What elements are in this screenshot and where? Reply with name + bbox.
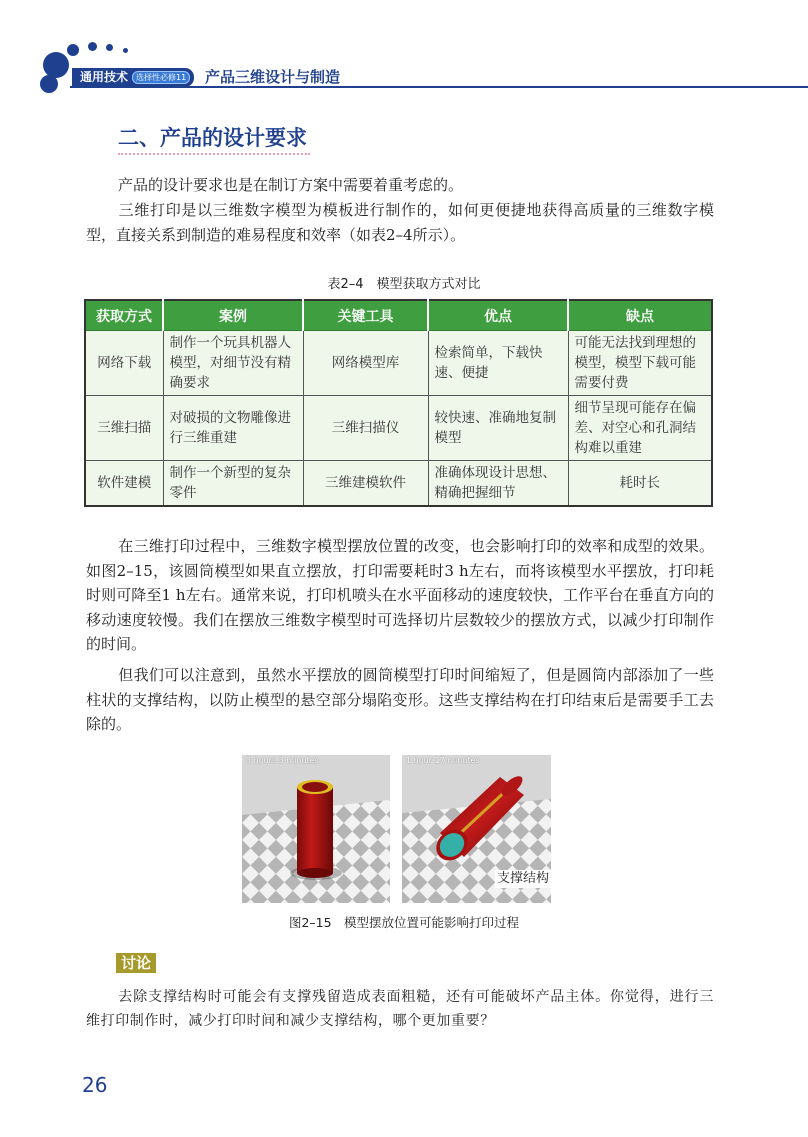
figure-caption: 图2–15 模型摆放位置可能影响打印过程 — [288, 915, 520, 930]
table-cell: 较快速、准确地复制模型 — [428, 396, 568, 461]
paragraph-4-text: 但我们可以注意到，虽然水平摆放的圆筒模型打印时间缩短了，但是圆筒内部添加了一些柱状的支撑结构，以防止模型的悬空部分塌陷变形。这些支撑结构在打印结束后是需要手工去除的。 — [86, 666, 714, 733]
table-header-cell: 获取方式 — [85, 300, 163, 331]
table-caption: 表2–4 模型获取方式对比 — [327, 277, 481, 292]
header-book-pill — [72, 68, 194, 87]
table-row — [85, 331, 712, 396]
discussion-text-block — [86, 985, 714, 1033]
table-header-row — [85, 300, 712, 331]
paragraph-2-text: 三维打印是以三维数字模型为模板进行制作的，如何更便捷地获得高质量的三维数字模型，直接关系到制造的难易程度和效率（如表2–4所示）。 — [86, 201, 714, 244]
table-cell: 制作一个玩具机器人模型，对细节没有精确要求 — [163, 331, 303, 396]
table-cell: 准确体现设计思想、精确把握细节 — [428, 461, 568, 507]
table-cell: 网络模型库 — [303, 331, 428, 396]
support-structure-label: 支撑结构 — [497, 871, 550, 886]
paragraph-3-text: 在三维打印过程中，三维数字模型摆放位置的改变，也会影响打印的效率和成型的效果。如图2–15，该圆筒模型如果直立摆放，打印需要耗时3 h左右，而将该模型水平摆放，打印耗时则可降至1 h左右。通常来说，打印机喷头在水平面移动的速度较快，工作平台在垂直方向的移动速度较慢。我们在摆放三维数字模型时可选择切片层数较少的摆放方式，以减少打印制作的时间。 — [86, 537, 714, 653]
checkerboard-vertical-image — [242, 755, 390, 903]
table-cell: 软件建模 — [85, 461, 163, 507]
table-cell: 检索简单，下载快速、便捷 — [428, 331, 568, 396]
table-cell: 对破损的文物雕像进行三维重建 — [163, 396, 303, 461]
paragraph-4 — [86, 663, 714, 737]
header-dot-4 — [88, 42, 97, 51]
figure-left-panel — [242, 755, 390, 903]
paragraph-1-text: 产品的设计要求也是在制订方案中需要着重考虑的。 — [118, 176, 464, 194]
table-header-cell: 缺点 — [568, 300, 712, 331]
header-dot-3 — [67, 44, 79, 56]
table-cell: 三维扫描仪 — [303, 396, 428, 461]
figure-left-time-label: 3 hours 3 minutes — [246, 756, 319, 765]
paragraph-2 — [86, 198, 714, 247]
header-dot-6 — [123, 48, 128, 53]
table-cell: 三维扫描 — [85, 396, 163, 461]
section-title-underline — [118, 153, 310, 155]
comparison-table — [84, 299, 713, 507]
header-dot-2 — [40, 75, 58, 93]
discussion-tag: 讨论 — [116, 953, 156, 973]
table-row — [85, 461, 712, 507]
table-header-cell: 优点 — [428, 300, 568, 331]
table-header-cell: 关键工具 — [303, 300, 428, 331]
table-cell: 三维建模软件 — [303, 461, 428, 507]
figure-right-time-label: 1 hour 17 minutes — [406, 756, 480, 765]
table-row — [85, 396, 712, 461]
table-cell: 可能无法找到理想的模型，模型下载可能需要付费 — [568, 331, 712, 396]
header-book-name: 通用技术 — [80, 70, 129, 84]
paragraph-3 — [86, 534, 714, 657]
table-header-cell: 案例 — [163, 300, 303, 331]
section-title: 二、产品的设计要求 — [118, 126, 307, 150]
header-dot-5 — [106, 44, 113, 51]
header-title: 产品三维设计与制造 — [205, 68, 341, 86]
header-badge: 选择性必修11 — [132, 71, 190, 84]
table-cell: 耗时长 — [568, 461, 712, 507]
table-cell: 制作一个新型的复杂零件 — [163, 461, 303, 507]
table-cell: 细节呈现可能存在偏差、对空心和孔洞结构难以重建 — [568, 396, 712, 461]
page-number: 26 — [82, 1073, 108, 1097]
table-cell: 网络下载 — [85, 331, 163, 396]
paragraph-1 — [86, 173, 714, 198]
discussion-text: 去除支撑结构时可能会有支撑残留造成表面粗糙，还有可能破坏产品主体。你觉得，进行三维打印制作时，减少打印时间和减少支撑结构，哪个更加重要？ — [86, 989, 714, 1029]
